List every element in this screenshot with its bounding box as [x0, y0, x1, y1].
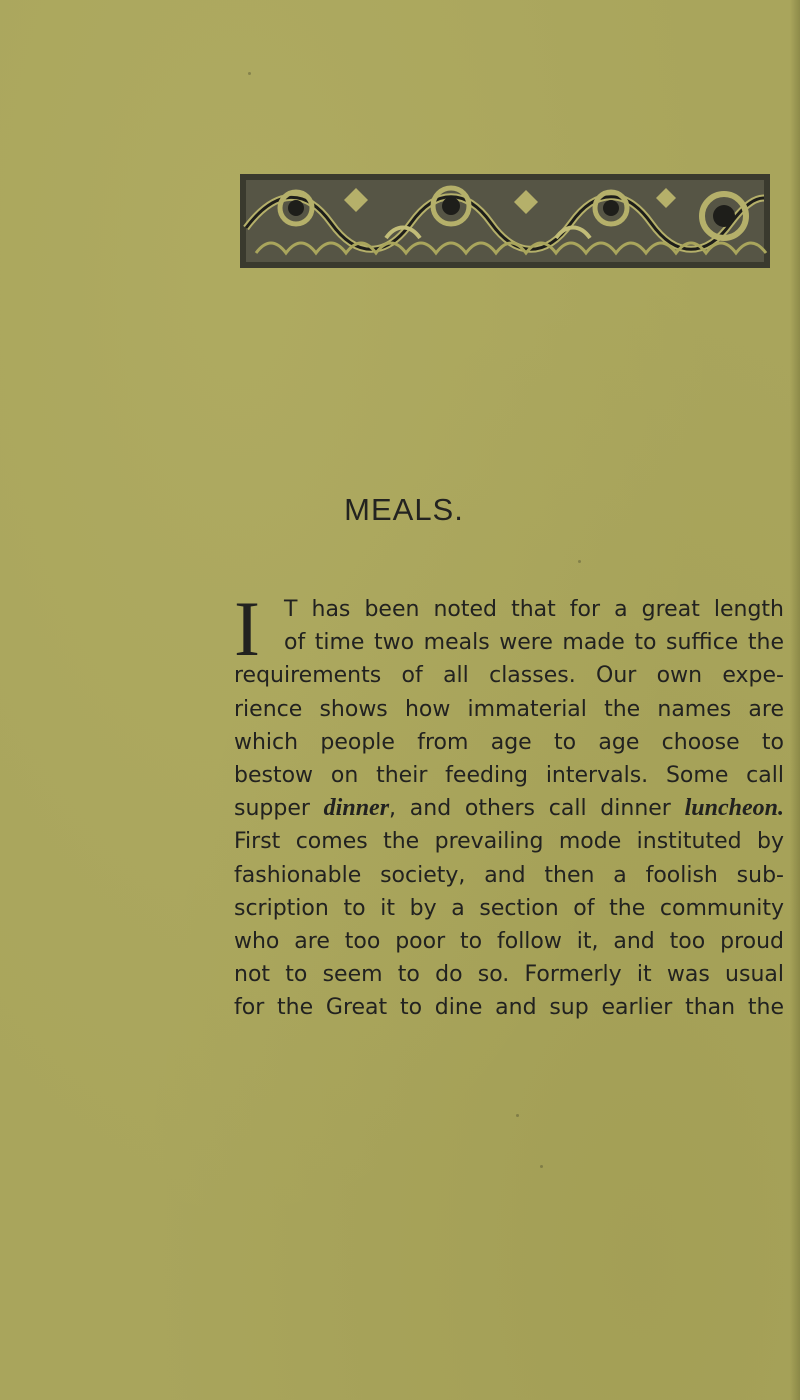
paper-speck — [248, 72, 251, 75]
paper-speck — [578, 560, 581, 563]
page-edge-shadow — [790, 0, 800, 1400]
drop-cap-letter: I — [234, 585, 260, 672]
paragraph-line: who are too poor to follow it, and too proud — [234, 928, 784, 954]
paragraph-line: fashionable society, and then a foolish sub- — [234, 862, 784, 888]
paragraph-line: T has been noted that for a great length — [284, 597, 784, 622]
ornamental-headpiece-icon — [236, 168, 774, 274]
paper-speck — [540, 1165, 543, 1168]
paragraph-line: for the Great to dine and sup earlier than the — [234, 995, 784, 1021]
paragraph-line: requirements of all classes. Our own expe- — [234, 663, 784, 689]
paragraph-line: bestow on their feeding intervals. Some call — [234, 762, 784, 788]
chapter-title: MEALS. — [344, 492, 464, 527]
italic-word-luncheon: luncheon. — [684, 795, 784, 822]
paragraph-line: scription to it by a section of the community — [234, 895, 784, 921]
line-text: , and others call dinner — [389, 796, 685, 822]
body-paragraph — [234, 585, 784, 1024]
paper-speck — [516, 1114, 519, 1117]
headpiece-drawing — [236, 168, 774, 274]
paragraph-line: which people from age to age choose to — [234, 729, 784, 755]
paragraph-line-with-emphasis — [234, 792, 784, 825]
paragraph-line: First comes the prevailing mode instituted by — [234, 829, 784, 855]
paragraph-line: not to seem to do so. Formerly it was usual — [234, 962, 784, 988]
line-text: supper — [234, 796, 324, 822]
paragraph-line: rience shows how immaterial the names are — [234, 696, 784, 722]
italic-word-dinner: dinner — [323, 795, 390, 822]
paragraph-line: of time two meals were made to suffice the — [284, 630, 784, 656]
